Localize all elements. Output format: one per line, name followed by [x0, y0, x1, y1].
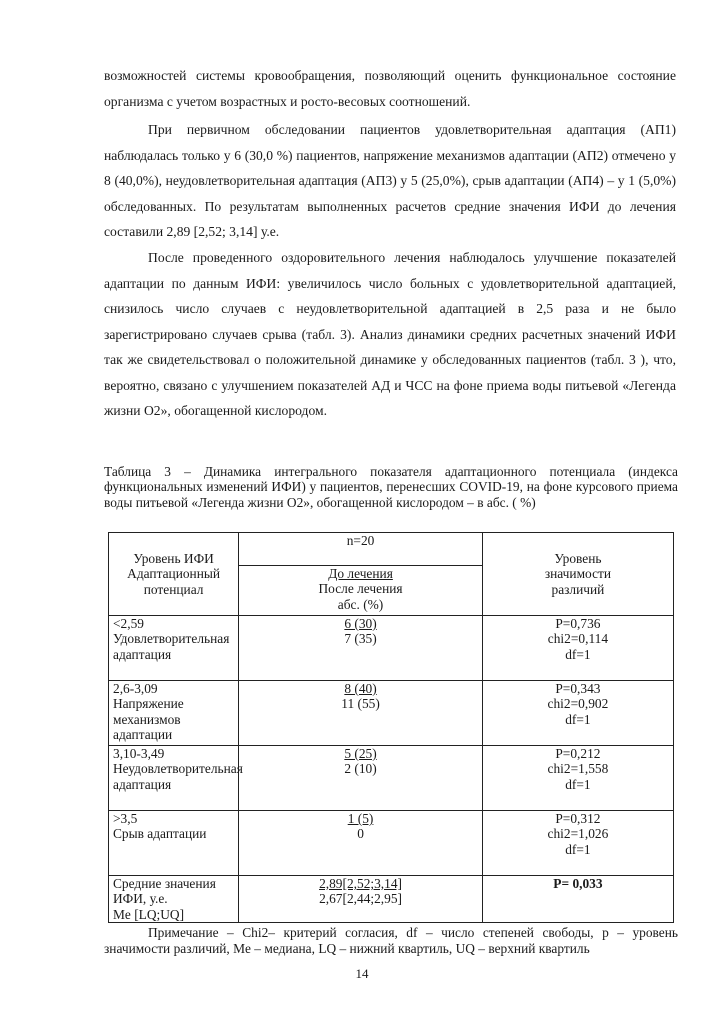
row-significance: P=0,312 chi2=1,026 df=1 — [482, 811, 673, 876]
row-values: 6 (30) 7 (35) — [239, 616, 483, 681]
table-row — [109, 616, 674, 681]
summary-label: Средние значения ИФИ, у.е. Me [LQ;UQ] — [109, 876, 239, 923]
row-significance: P=0,736 chi2=0,114 df=1 — [482, 616, 673, 681]
ifi-table — [108, 532, 674, 923]
paragraph-2: При первичном обследовании пациентов удовлетворительная адаптация (АП1) наблюдалась только у 6 (30,0 %) пациентов, напряжение механизмов адаптации (АП2) отмечено у 8 (40,0%), неудовлетворительная адаптация (АП3) у 5 (25,0%), срыв адаптации (АП4) – у 1 (5,0%) обследованных. По результатам выполненных расчетов средние значения ИФИ до лечения составили 2,89 [2,52; 3,14] у.е. — [104, 122, 676, 239]
row-values: 5 (25) 2 (10) — [239, 746, 483, 811]
table-row — [109, 681, 674, 746]
table-note: Примечание – Chi2– критерий согласия, df – число степеней свободы, p – уровень значимости различий, Me – медиана, LQ – нижний квартиль, UQ – верхний квартиль — [104, 925, 678, 957]
row-significance: P=0,212 chi2=1,558 df=1 — [482, 746, 673, 811]
row-level: 2,6-3,09 Напряжение механизмов адаптации — [109, 681, 239, 746]
header-level: Уровень ИФИ Адаптационный потенциал — [109, 533, 239, 616]
paragraph-1: возможностей системы кровообращения, позволяющий оценить функциональное состояние организма с учетом возрастных и росто-весовых соотношений. — [104, 68, 676, 109]
header-before-after: До лечения После лечения абс. (%) — [239, 566, 483, 616]
row-level: 3,10-3,49 Неудовлетворительная адаптация — [109, 746, 239, 811]
table-row — [109, 746, 674, 811]
table-caption: Таблица 3 – Динамика интегрального показателя адаптационного потенциала (индекса функциональных изменений ИФИ) у пациентов, перенесших COVID-19, на фоне курсового приема воды питьевой «Легенда жизни О2», обогащенной кислородом – в абс. ( %) — [104, 464, 678, 510]
row-values: 8 (40) 11 (55) — [239, 681, 483, 746]
page-number: 14 — [355, 966, 369, 981]
row-level: >3,5 Срыв адаптации — [109, 811, 239, 876]
summary-values: 2,89[2,52;3,14] 2,67[2,44;2,95] — [239, 876, 483, 923]
row-level: <2,59 Удовлетворительная адаптация — [109, 616, 239, 681]
header-significance: Уровень значимости различий — [482, 533, 673, 616]
table-header-row — [109, 533, 674, 566]
row-significance: P=0,343 chi2=0,902 df=1 — [482, 681, 673, 746]
summary-significance: P= 0,033 — [482, 876, 673, 923]
header-n: n=20 — [239, 533, 483, 566]
table-row — [109, 811, 674, 876]
row-values: 1 (5) 0 — [239, 811, 483, 876]
paragraph-3: После проведенного оздоровительного лечения наблюдалось улучшение показателей адаптации по данным ИФИ: увеличилось число больных с удовлетворительной адаптацией, снизилось число случаев с неудовлетворительной адаптацией в 2,5 раза и не было зарегистрировано случаев срыва (табл. 3). Анализ динамики средних расчетных значений ИФИ так же свидетельствовал о положительной динамике у обследованных пациентов (табл. 3 ), что, вероятно, связано с улучшением показателей АД и ЧСС на фоне приема воды питьевой «Легенда жизни О2», обогащенной кислородом. — [104, 250, 676, 418]
table-summary-row — [109, 876, 674, 923]
